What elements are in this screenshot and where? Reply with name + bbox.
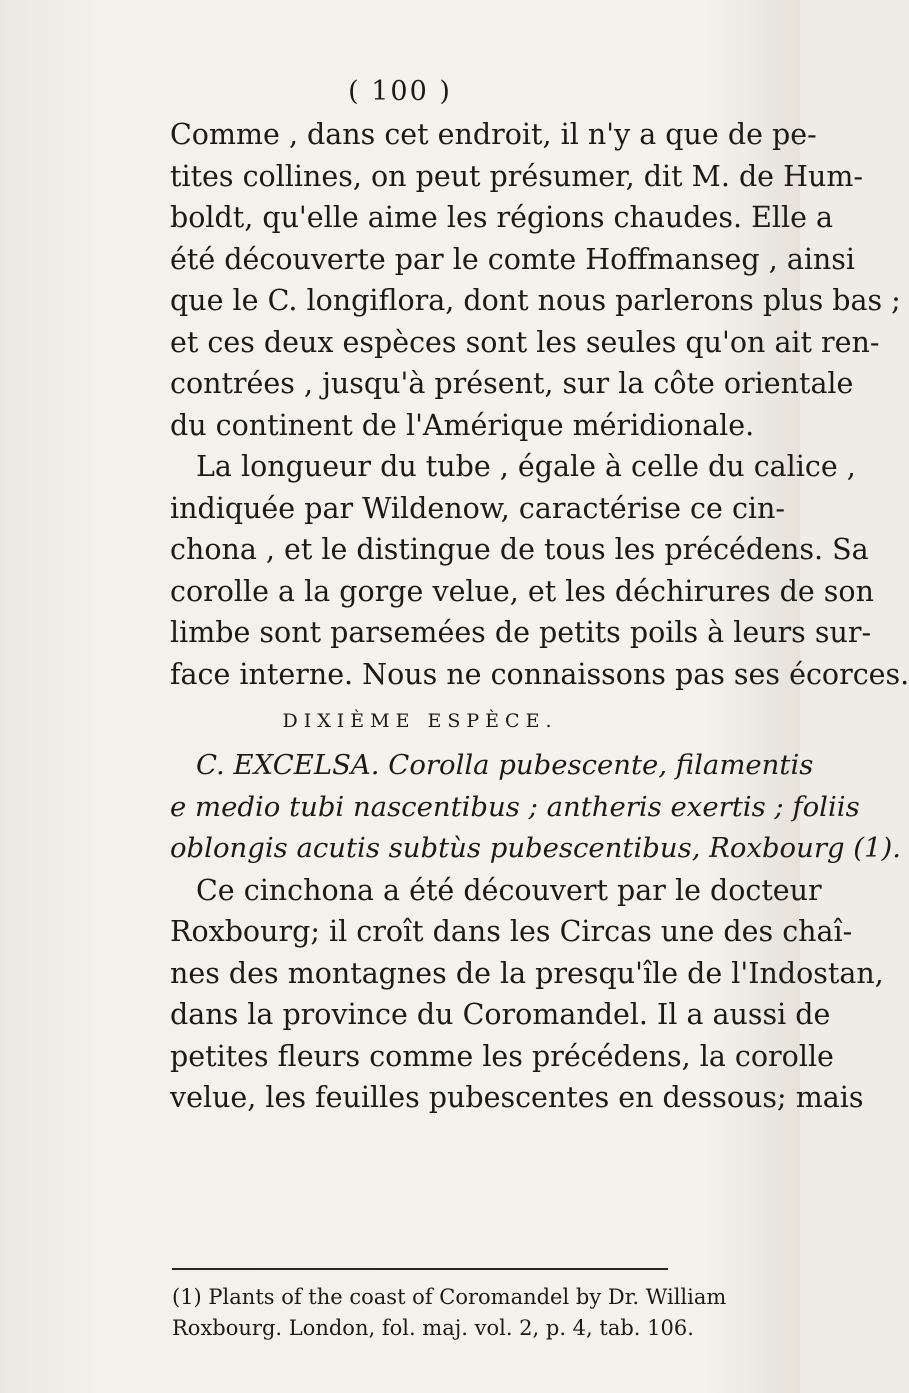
- page-number: ( 100 ): [348, 76, 452, 107]
- main-text: [170, 114, 909, 1119]
- footnote-line: (1) Plants of the coast of Coromandel by Dr. William: [172, 1285, 727, 1309]
- text-line: indiquée par Wildenow, caractérise ce cin-: [170, 491, 786, 525]
- text-line: que le C. longiflora, dont nous parlerons plus bas ;: [170, 284, 901, 317]
- text-line: La longueur du tube , égale à celle du calice ,: [196, 450, 856, 483]
- paragraph-2: [170, 446, 909, 695]
- text-line: petites fleurs comme les précédens, la corolle: [170, 1039, 834, 1073]
- text-line: nes des montagnes de la presqu'île de l'Indostan,: [170, 956, 884, 990]
- footnote-line: Roxbourg. London, fol. maj. vol. 2, p. 4, tab. 106.: [172, 1316, 694, 1340]
- text-line: corolle a la gorge velue, et les déchirures de son: [170, 574, 874, 608]
- paragraph-1: [170, 114, 901, 446]
- text-line: dans la province du Coromandel. Il a aussi de: [170, 998, 831, 1031]
- text-line: chona , et le distingue de tous les précédens. Sa: [170, 533, 869, 566]
- text-line: face interne. Nous ne connaissons pas ses écorces.: [170, 657, 909, 691]
- footnote-rule: [172, 1268, 668, 1270]
- species-description: [170, 745, 902, 870]
- paragraph-3: [170, 870, 884, 1119]
- text-line: boldt, qu'elle aime les régions chaudes. Elle a: [170, 201, 834, 234]
- text-line: et ces deux espèces sont les seules qu'on ait ren-: [170, 325, 880, 359]
- text-line: du continent de l'Amérique méridionale.: [170, 408, 755, 442]
- text-line: C. EXCELSA. Corolla pubescente, filamentis: [196, 749, 814, 781]
- section-heading: DIXIÈME ESPÈCE.: [282, 710, 558, 732]
- text-line: velue, les feuilles pubescentes en dessous; mais: [170, 1081, 864, 1114]
- text-line: tites collines, on peut présumer, dit M. de Hum-: [170, 159, 863, 193]
- text-line: Ce cinchona a été découvert par le docteur: [196, 873, 822, 907]
- text-line: Roxbourg; il croît dans les Circas une des chaî-: [170, 915, 853, 948]
- text-line: oblongis acutis subtùs pubescentibus, Roxbourg (1).: [170, 832, 902, 864]
- footnote: [172, 1282, 727, 1344]
- text-line: e medio tubi nascentibus ; antheris exertis ; foliis: [170, 790, 860, 823]
- text-line: été découverte par le comte Hoffmanseg , ainsi: [170, 242, 856, 276]
- text-line: contrées , jusqu'à présent, sur la côte orientale: [170, 367, 854, 400]
- text-line: Comme , dans cet endroit, il n'y a que de pe-: [170, 118, 817, 151]
- text-line: limbe sont parsemées de petits poils à leurs sur-: [170, 616, 872, 649]
